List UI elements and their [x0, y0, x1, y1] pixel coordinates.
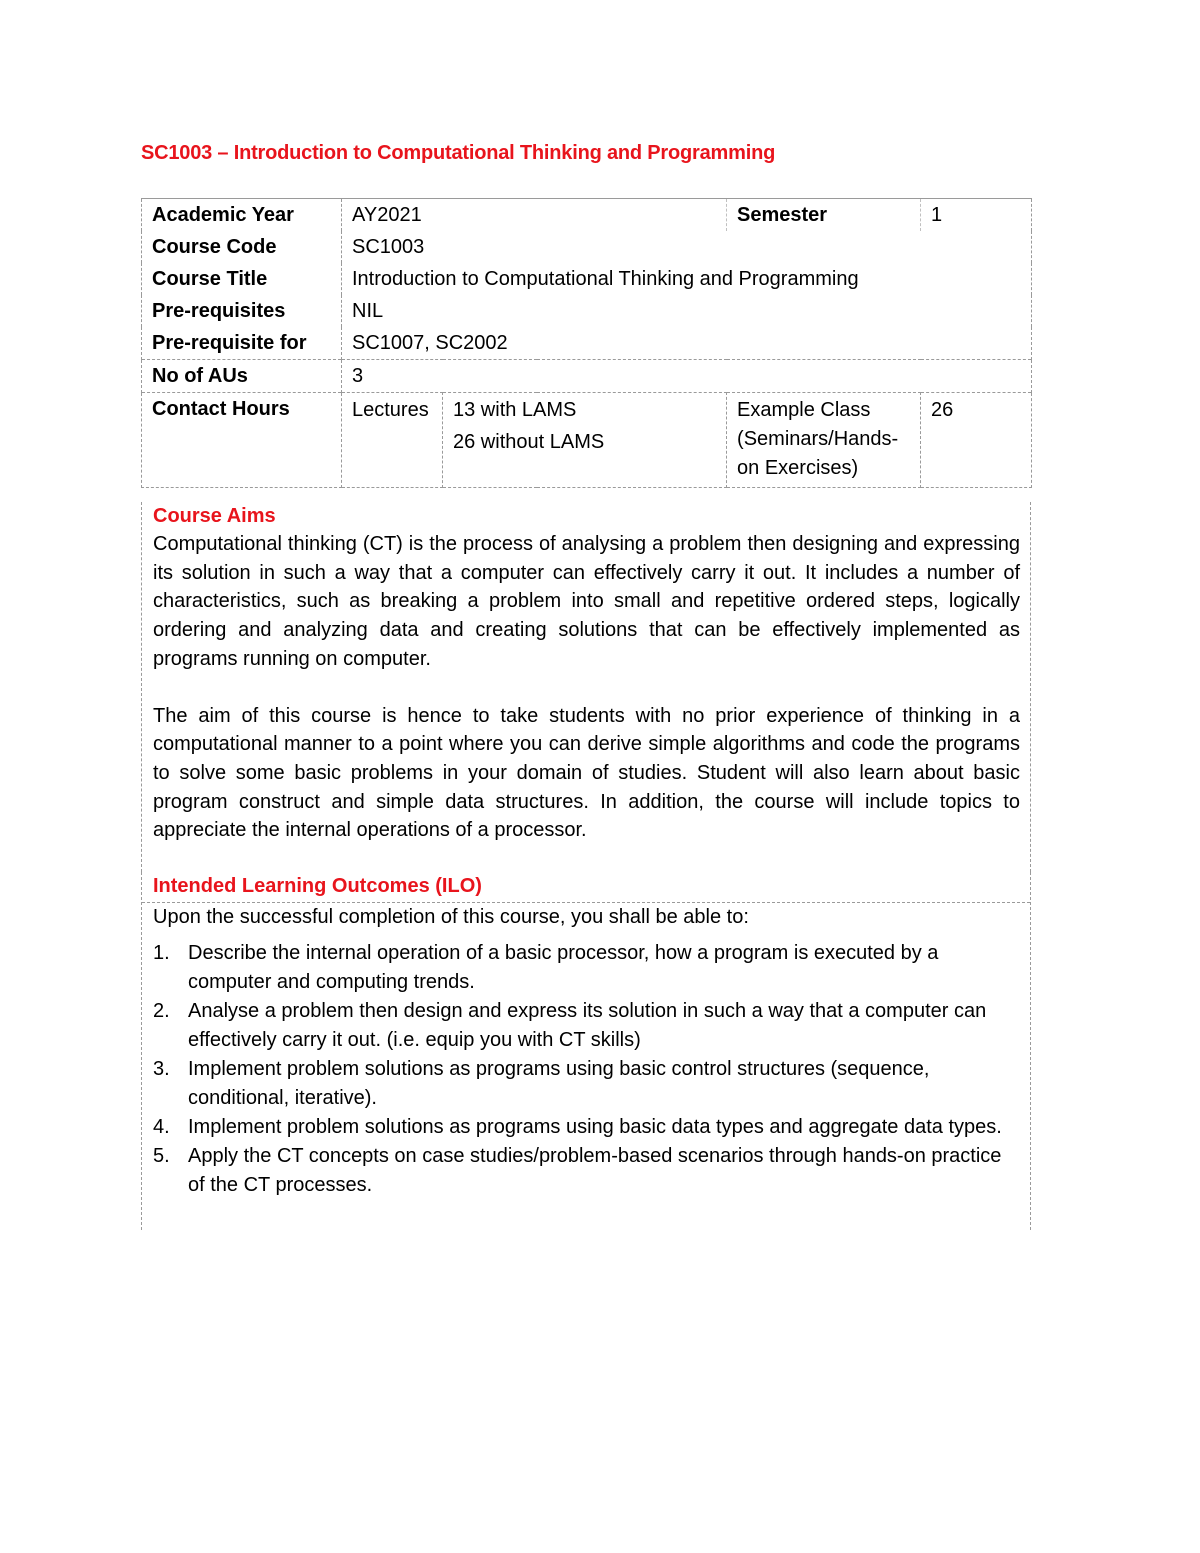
prerequisite-for-value: SC1007, SC2002	[342, 327, 1032, 360]
course-aims-heading: Course Aims	[153, 505, 276, 527]
row-contact-hours	[142, 393, 1032, 488]
ilo-item-text: Implement problem solutions as programs using basic data types and aggregate data types.	[188, 1116, 1002, 1138]
row-prerequisites	[142, 295, 1032, 327]
lectures-label: Lectures	[342, 393, 443, 488]
course-code-label: Course Code	[142, 231, 342, 263]
row-prerequisite-for	[142, 327, 1032, 360]
lectures-hours	[443, 393, 727, 488]
ilo-item	[142, 1055, 1030, 1113]
row-course-title	[142, 263, 1032, 295]
ilo-heading: Intended Learning Outcomes (ILO)	[153, 875, 482, 897]
row-academic-year	[142, 199, 1032, 232]
ilo-section	[141, 872, 1031, 1230]
ilo-item-number: 4.	[153, 1116, 170, 1138]
course-title-value: Introduction to Computational Thinking and Programming	[342, 263, 1032, 295]
semester-label: Semester	[727, 199, 921, 232]
ilo-item	[142, 997, 1030, 1055]
ilo-item-number: 2.	[153, 1000, 170, 1022]
course-info-table	[141, 198, 1032, 488]
aus-value: 3	[342, 360, 1032, 393]
semester-value: 1	[921, 199, 1032, 232]
row-aus	[142, 360, 1032, 393]
contact-hours-label: Contact Hours	[142, 393, 342, 488]
document-title: SC1003 – Introduction to Computational Thinking and Programming	[141, 142, 776, 164]
ilo-item	[142, 939, 1030, 997]
ilo-item-text: Apply the CT concepts on case studies/problem-based scenarios through hands-on practice of the CT processes.	[188, 1145, 1002, 1196]
ilo-item-text: Describe the internal operation of a basic processor, how a program is executed by a computer and computing trends.	[188, 942, 939, 993]
academic-year-label: Academic Year	[142, 199, 342, 232]
example-class-label: Example Class (Seminars/Hands-on Exercises)	[727, 393, 921, 488]
prerequisites-label: Pre-requisites	[142, 295, 342, 327]
ilo-item-number: 1.	[153, 942, 170, 964]
prerequisite-for-label: Pre-requisite for	[142, 327, 342, 360]
prerequisites-value: NIL	[342, 295, 1032, 327]
example-class-value: 26	[921, 393, 1032, 488]
course-code-value: SC1003	[342, 231, 1032, 263]
course-aims-paragraph-2: The aim of this course is hence to take students with no prior experience of thinking in a computational manner to a point where you can derive simple algorithms and code the programs to solve some basic problems in your domain of studies. Student will also learn about basic program construct and simple data structures. In addition, the course will include topics to appreciate the internal operations of a processor.	[153, 704, 1020, 842]
course-aims-section	[141, 502, 1031, 872]
ilo-item-text: Analyse a problem then design and express its solution in such a way that a computer can effectively carry it out. (i.e. equip you with CT skills)	[188, 1000, 987, 1051]
course-title-label: Course Title	[142, 263, 342, 295]
academic-year-value: AY2021	[342, 199, 727, 232]
ilo-intro: Upon the successful completion of this course, you shall be able to:	[153, 906, 749, 928]
ilo-list	[142, 939, 1030, 1200]
row-course-code	[142, 231, 1032, 263]
ilo-item-number: 3.	[153, 1058, 170, 1080]
ilo-item	[142, 1113, 1030, 1142]
ilo-item-number: 5.	[153, 1145, 170, 1167]
lectures-with-lams: 13 with LAMS	[453, 399, 577, 421]
ilo-item	[142, 1142, 1030, 1200]
ilo-item-text: Implement problem solutions as programs using basic control structures (sequence, conditional, iterative).	[188, 1058, 930, 1109]
course-aims-paragraph-1: Computational thinking (CT) is the process of analysing a problem then designing and expressing its solution in such a way that a computer can effectively carry it out. It includes a number of characteristics, such as breaking a problem into small and repetitive ordered steps, logically ordering and analyzing data and creating solutions that can be effectively implemented as programs running on computer.	[153, 533, 1020, 670]
lectures-without-lams: 26 without LAMS	[453, 431, 605, 453]
aus-label: No of AUs	[142, 360, 342, 393]
